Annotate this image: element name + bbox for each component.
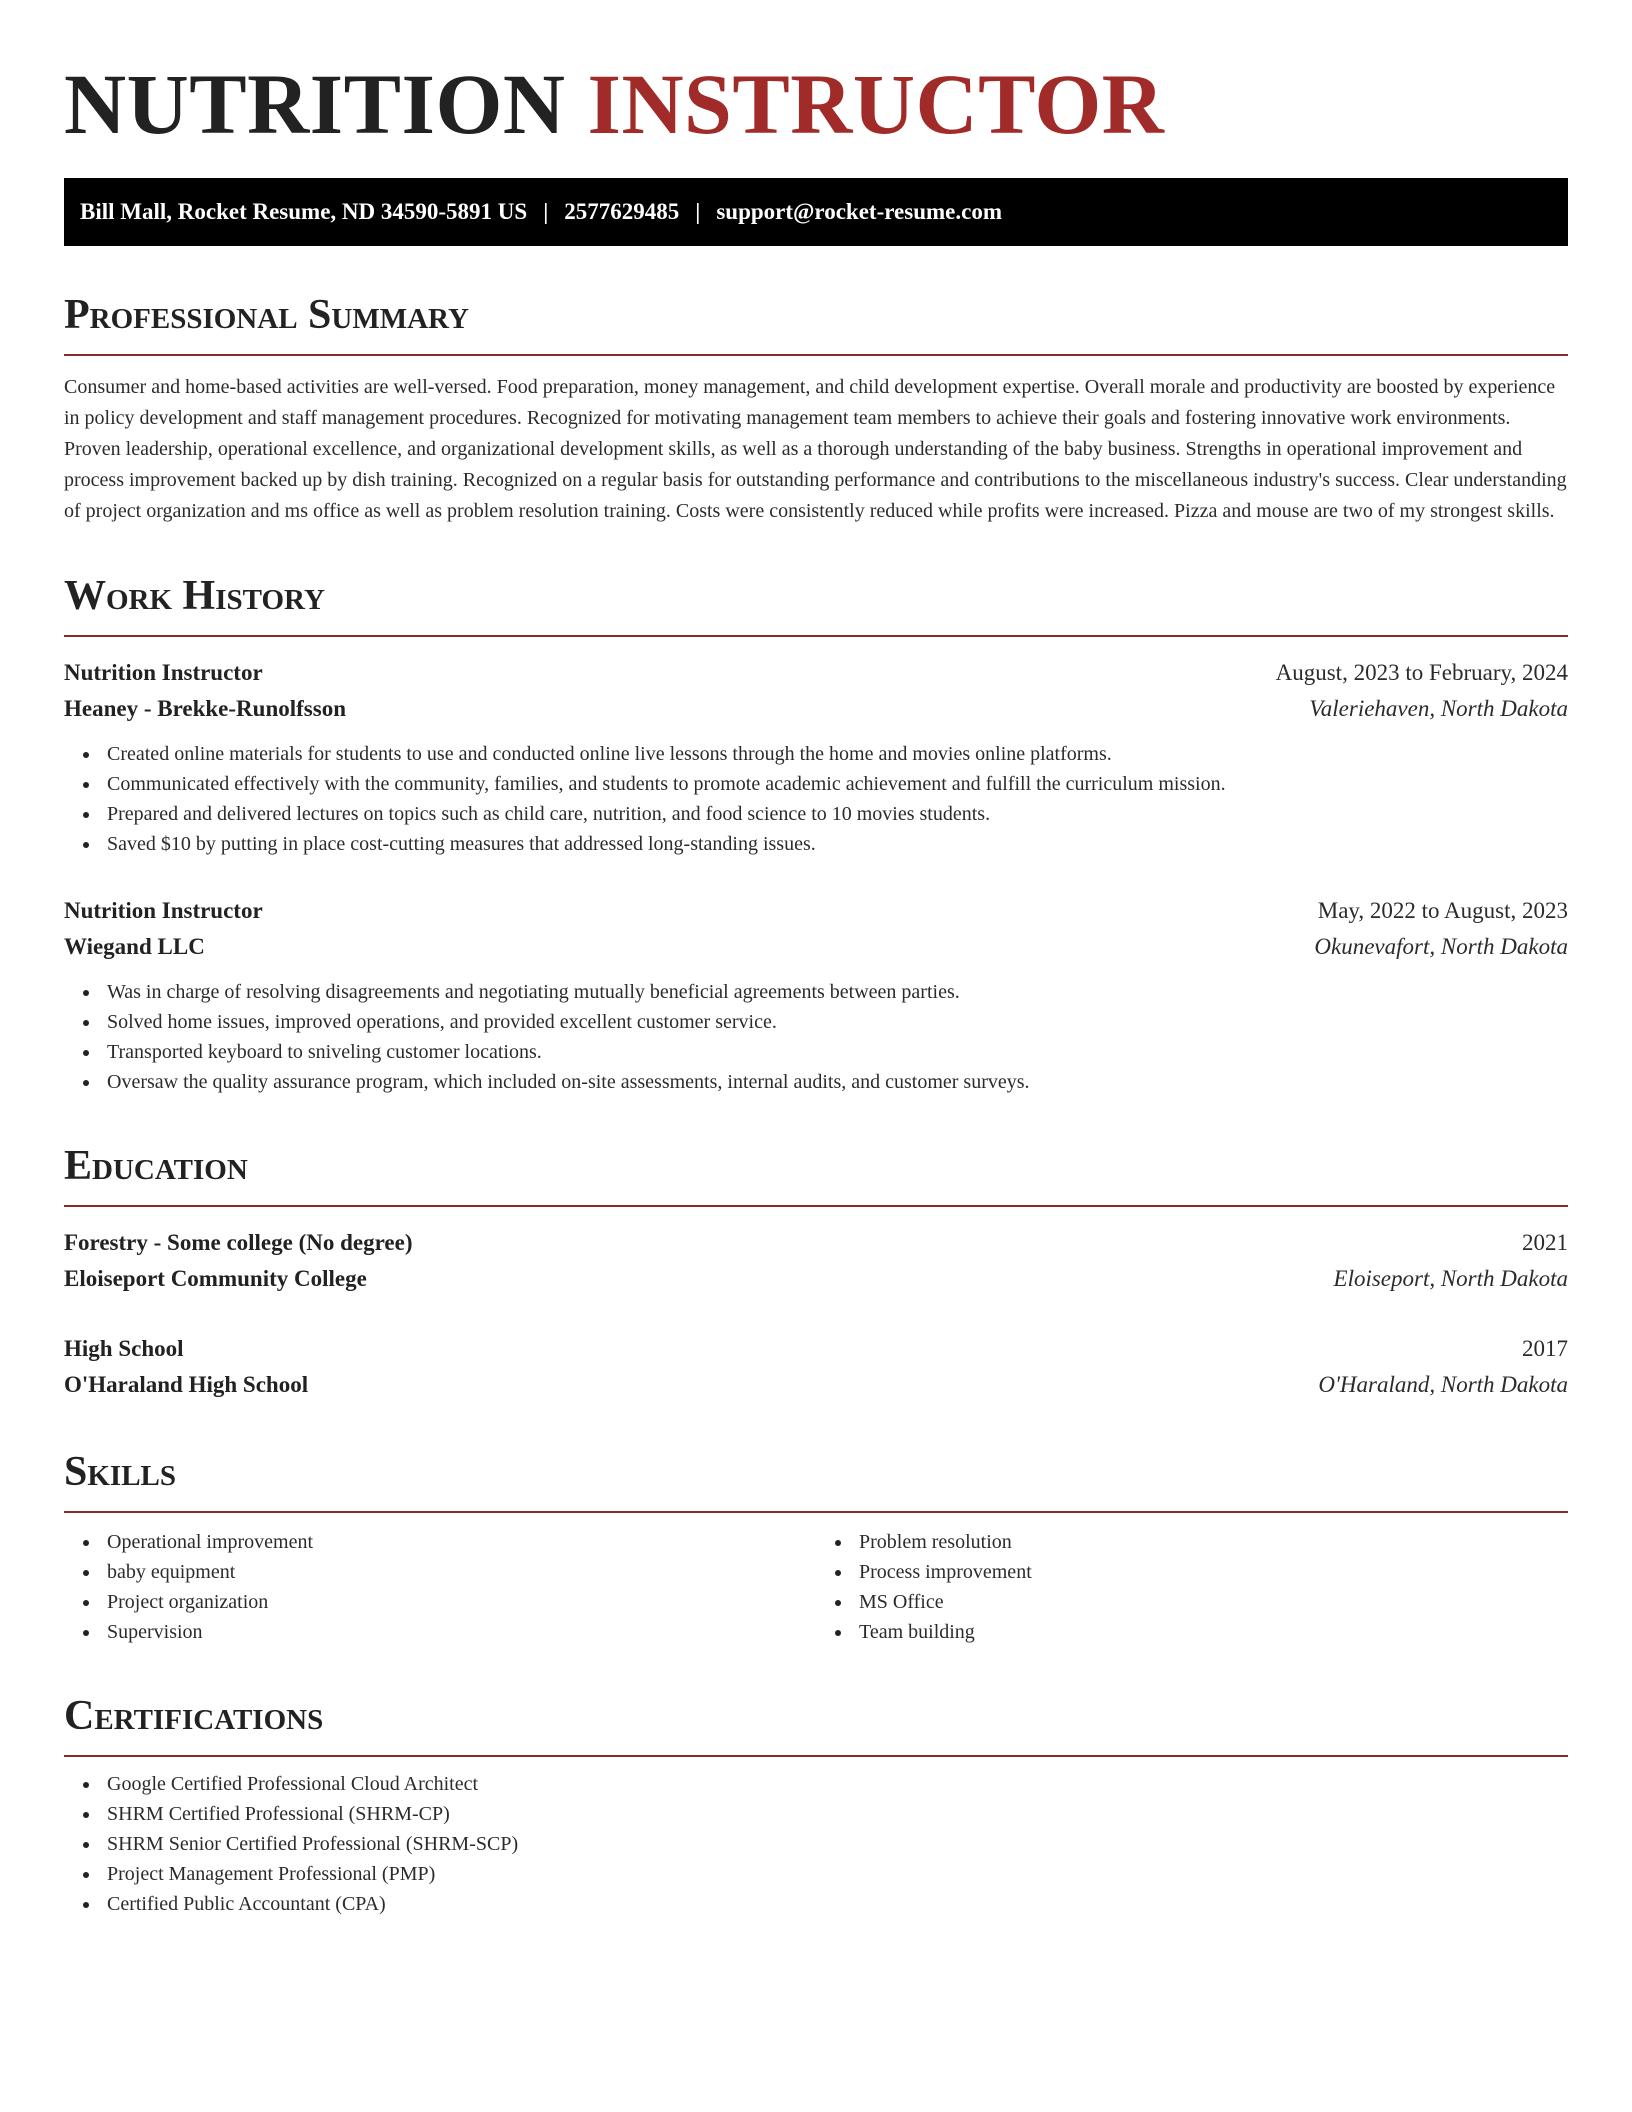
- education-degree-row: [64, 1225, 1568, 1261]
- list-item: Solved home issues, improved operations, and provided excellent customer service.: [107, 1007, 1568, 1037]
- list-item: Created online materials for students to use and conducted online live lessons through the home and movies online platforms.: [107, 739, 1568, 769]
- job-company: Heaney - Brekke-Runolfsson: [64, 696, 346, 721]
- list-item: Communicated effectively with the community, families, and students to promote academic achievement and fulfill the curriculum mission.: [107, 769, 1568, 799]
- job-title: Nutrition Instructor: [64, 660, 263, 685]
- education-school: O'Haraland High School: [64, 1372, 309, 1397]
- skills-section: [64, 1447, 1568, 1647]
- job-bullets: [64, 739, 1568, 859]
- job-title-row: [64, 893, 1568, 929]
- list-item: Team building: [859, 1617, 1568, 1647]
- list-item: Problem resolution: [859, 1527, 1568, 1557]
- list-item: Supervision: [107, 1617, 816, 1647]
- education-school: Eloiseport Community College: [64, 1266, 367, 1291]
- summary-heading: Professional Summary: [64, 290, 1568, 356]
- certifications-list: [64, 1769, 1568, 1919]
- title-last-word: INSTRUCTOR: [587, 56, 1165, 152]
- list-item: Google Certified Professional Cloud Architect: [107, 1769, 1568, 1799]
- education-location: Eloiseport, North Dakota: [1333, 1266, 1568, 1291]
- education-year: 2017: [1522, 1336, 1568, 1361]
- education-degree: High School: [64, 1336, 184, 1361]
- contact-phone: 2577629485: [564, 199, 680, 224]
- education-school-row: [64, 1261, 1568, 1297]
- contact-separator: |: [695, 199, 701, 224]
- work-history-heading: Work History: [64, 571, 1568, 637]
- list-item: Oversaw the quality assurance program, which included on-site assessments, internal audits, and customer surveys.: [107, 1067, 1568, 1097]
- education-entry: [64, 1331, 1568, 1403]
- list-item: SHRM Certified Professional (SHRM-CP): [107, 1799, 1568, 1829]
- job-title-row: [64, 655, 1568, 691]
- certifications-section: [64, 1691, 1568, 1919]
- job-entry: [64, 893, 1568, 1097]
- education-school-row: [64, 1367, 1568, 1403]
- job-location: Valeriehaven, North Dakota: [1309, 696, 1568, 721]
- list-item: Saved $10 by putting in place cost-cutting measures that addressed long-standing issues.: [107, 829, 1568, 859]
- job-dates: May, 2022 to August, 2023: [1317, 898, 1568, 923]
- list-item: Prepared and delivered lectures on topics such as child care, nutrition, and food science to 10 movies students.: [107, 799, 1568, 829]
- education-location: O'Haraland, North Dakota: [1318, 1372, 1568, 1397]
- list-item: Project organization: [107, 1587, 816, 1617]
- skills-heading: Skills: [64, 1447, 1568, 1513]
- list-item: baby equipment: [107, 1557, 816, 1587]
- job-entry: [64, 655, 1568, 859]
- job-bullets: [64, 977, 1568, 1097]
- education-entry: [64, 1225, 1568, 1297]
- summary-text: Consumer and home-based activities are well-versed. Food preparation, money management, and child development expertise. Overall morale and productivity are boosted by experience in policy development and staff management procedures. Recognized for motivating management team members to achieve their goals and fostering innovative work environments. Proven leadership, operational excellence, and organizational development skills, as well as a thorough understanding of the baby business. Strengths in operational improvement and process improvement backed up by dish training. Recognized on a regular basis for outstanding performance and contributions to the miscellaneous industry's success. Clear understanding of project organization and ms office as well as problem resolution training. Costs were consistently reduced while profits were increased. Pizza and mouse are two of my strongest skills.: [64, 376, 1567, 522]
- title-first-word: NUTRITION: [64, 56, 566, 152]
- education-degree: Forestry - Some college (No degree): [64, 1230, 413, 1255]
- job-dates: August, 2023 to February, 2024: [1275, 660, 1568, 685]
- list-item: Was in charge of resolving disagreements and negotiating mutually beneficial agreements between parties.: [107, 977, 1568, 1007]
- contact-email: support@rocket-resume.com: [716, 199, 1002, 224]
- resume-title: [64, 54, 1568, 154]
- education-section: [64, 1141, 1568, 1403]
- education-year: 2021: [1522, 1230, 1568, 1255]
- skills-grid: [64, 1527, 1568, 1647]
- list-item: MS Office: [859, 1587, 1568, 1617]
- list-item: SHRM Senior Certified Professional (SHRM-SCP): [107, 1829, 1568, 1859]
- contact-bar: [64, 178, 1568, 246]
- summary-section: [64, 290, 1568, 527]
- certifications-heading: Certifications: [64, 1691, 1568, 1757]
- job-location: Okunevafort, North Dakota: [1314, 934, 1568, 959]
- list-item: Certified Public Accountant (CPA): [107, 1889, 1568, 1919]
- skills-right-column: [816, 1527, 1568, 1647]
- education-heading: Education: [64, 1141, 1568, 1207]
- education-degree-row: [64, 1331, 1568, 1367]
- job-company-row: [64, 929, 1568, 965]
- list-item: Project Management Professional (PMP): [107, 1859, 1568, 1889]
- contact-address: Bill Mall, Rocket Resume, ND 34590-5891 US: [80, 199, 528, 224]
- work-history-section: [64, 571, 1568, 1097]
- skills-left-column: [64, 1527, 816, 1647]
- list-item: Operational improvement: [107, 1527, 816, 1557]
- job-company-row: [64, 691, 1568, 727]
- list-item: Transported keyboard to sniveling customer locations.: [107, 1037, 1568, 1067]
- contact-separator: |: [543, 199, 549, 224]
- job-title: Nutrition Instructor: [64, 898, 263, 923]
- job-company: Wiegand LLC: [64, 934, 205, 959]
- list-item: Process improvement: [859, 1557, 1568, 1587]
